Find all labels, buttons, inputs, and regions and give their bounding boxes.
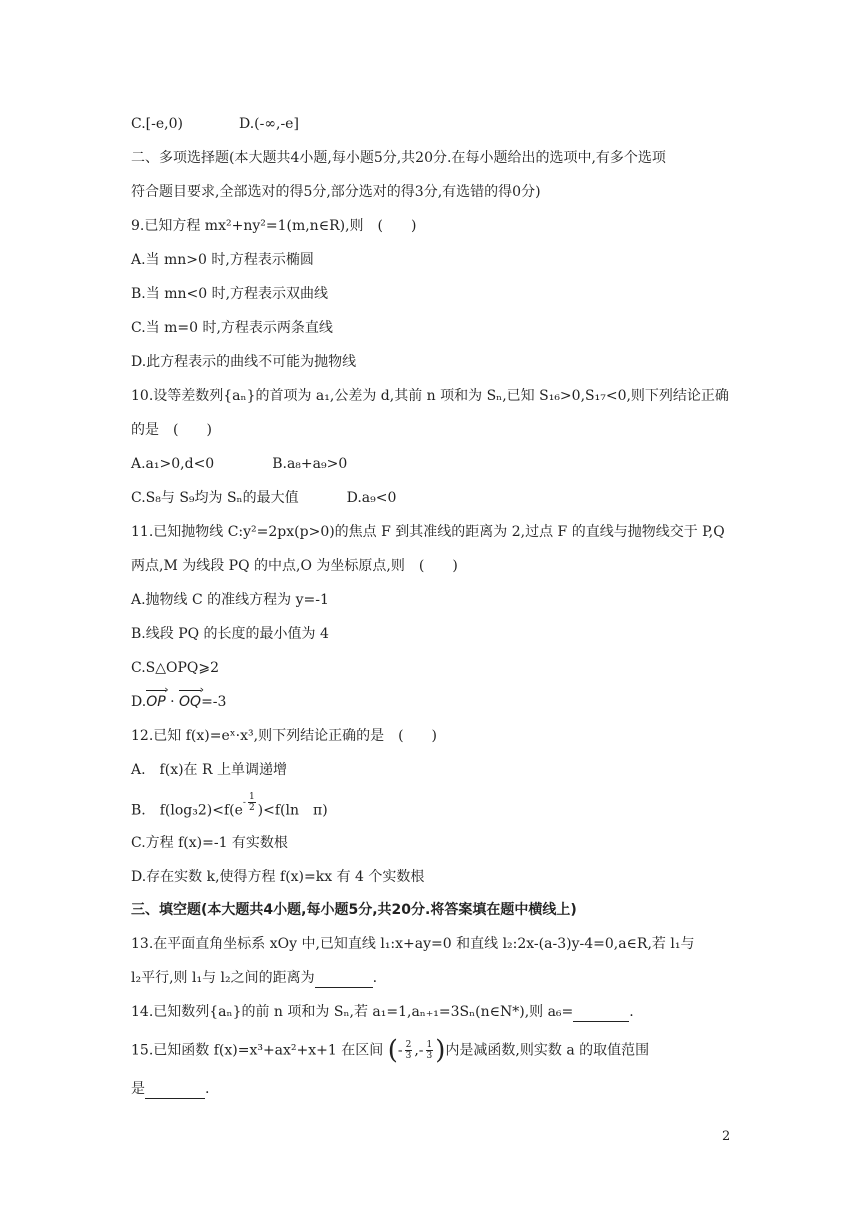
q9-stem: 9.已知方程 mx²+ny²=1(m,n∈R),则 ( ) (131, 218, 417, 234)
q10-options-cd (131, 489, 396, 507)
q9-option-a: A.当 mn>0 时,方程表示椭圆 (131, 252, 314, 268)
q11-stem-line1: 11.已知抛物线 C:y²=2px(p>0)的焦点 F 到其准线的距离为 2,过点 F 的直线与抛物线交于 P,Q (131, 524, 725, 540)
exponent-numerator: 1 (248, 792, 255, 802)
q11-option-d-tail: =-3 (201, 694, 227, 710)
page-number: 2 (722, 1129, 731, 1144)
q11-option-a: A.抛物线 C 的准线方程为 y=-1 (131, 592, 329, 608)
right-paren: ) (435, 1035, 446, 1066)
q11-option-d-label: D. (131, 694, 147, 710)
minus-sign: - (397, 1042, 403, 1059)
q13-line2-end: . (372, 970, 378, 986)
q14-text: 14.已知数列{aₙ}的前 n 项和为 Sₙ,若 a₁=1,aₙ₊₁=3Sₙ(n∈N*),则 a₆= (131, 1004, 574, 1020)
q15-line2-text: 是 (131, 1081, 145, 1097)
q12-option-b-post: )<f(ln π) (257, 802, 328, 819)
answer-blank[interactable] (145, 1080, 205, 1099)
answer-blank[interactable] (315, 969, 373, 988)
q15-pre: 15.已知函数 f(x)=x³+ax²+x+1 在区间 (131, 1042, 384, 1059)
q11-option-d (131, 693, 226, 711)
fraction-2-numerator: 1 (426, 1040, 433, 1050)
exponent-denominator: 2 (248, 803, 255, 813)
exponent-sign: - (242, 798, 246, 808)
q12-option-d: D.存在实数 k,使得方程 f(x)=kx 有 4 个实数根 (131, 869, 425, 885)
q10-stem-line1: 10.设等差数列{aₙ}的首项为 a₁,公差为 d,其前 n 项和为 Sₙ,已知 S₁₆>0,S₁₇<0,则下列结论正确 (131, 388, 729, 404)
q12-option-b-pre: B. f(log₃2)<f(e (131, 802, 243, 819)
exponent-fraction (248, 792, 256, 813)
q14-line (131, 1003, 634, 1022)
q13-line2 (131, 969, 377, 988)
q10-options-ab (131, 455, 347, 473)
section3-heading: 三、填空题(本大题共4小题,每小题5分,共20分.将答案填在题中横线上) (131, 902, 577, 918)
q11-stem-line2: 两点,M 为线段 PQ 的中点,O 为坐标原点,则 ( ) (131, 558, 458, 574)
q9-option-d: D.此方程表示的曲线不可能为抛物线 (131, 354, 357, 370)
q14-end: . (629, 1004, 634, 1020)
q15-post: 内是减函数,则实数 a 的取值范围 (445, 1042, 650, 1059)
q10-option-b: B.a₈+a₉>0 (272, 456, 348, 472)
fraction-1-numerator: 2 (405, 1040, 412, 1050)
q13-line1: 13.在平面直角坐标系 xOy 中,已知直线 l₁:x+ay=0 和直线 l₂:2x-(a-3)y-4=0,a∈R,若 l₁与 (131, 936, 695, 952)
q12-option-a: A. f(x)在 R 上单调递增 (131, 762, 288, 778)
minus-sign: - (418, 1042, 424, 1059)
q9-option-c: C.当 m=0 时,方程表示两条直线 (131, 320, 333, 336)
q15-line1: 15.已知函数 f(x)=x³+ax²+x+1 在区间 (- $\frac{2}{3}$ ,- $\frac{1}{3}$ )内是减函数,则实数 a 的取值范围 (131, 1035, 650, 1066)
q12-option-c: C.方程 f(x)=-1 有实数根 (131, 835, 288, 851)
section2-heading-line2: 符合题目要求,全部选对的得5分,部分选对的得3分,有选错的得0分) (131, 184, 541, 200)
fraction-1-denominator: 3 (405, 1051, 412, 1061)
q11-option-b: B.线段 PQ 的长度的最小值为 4 (131, 626, 329, 642)
q9-option-b: B.当 mn<0 时,方程表示双曲线 (131, 286, 329, 302)
left-paren: ( (387, 1035, 398, 1066)
q10-stem-line2: 的是 ( ) (131, 422, 212, 438)
dot-product-symbol: · (170, 694, 175, 710)
q11-option-c: C.S△OPQ⩾2 (131, 660, 220, 676)
q12-stem: 12.已知 f(x)=eˣ·x³,则下列结论正确的是 ( ) (131, 728, 437, 744)
q10-option-d: D.a₉<0 (346, 490, 397, 506)
answer-blank[interactable] (573, 1003, 629, 1022)
q13-line2-text: l₂平行,则 l₁与 l₂之间的距离为 (131, 970, 315, 986)
q8-option-c: C.[-e,0) (131, 116, 183, 132)
fraction-1 (405, 1040, 413, 1061)
q15-line2 (131, 1080, 209, 1099)
q12-option-b (131, 792, 328, 820)
fraction-2 (426, 1040, 434, 1061)
q8-option-d: D.(-∞,-e] (238, 116, 299, 132)
fraction-2-denominator: 3 (426, 1051, 433, 1061)
section2-heading-line1: 二、多项选择题(本大题共4小题,每小题5分,共20分.在每小题给出的选项中,有多个选项 (131, 150, 666, 166)
q10-option-a: A.a₁>0,d<0 (131, 456, 215, 472)
vector-oq: OQ › (179, 693, 201, 711)
vector-op: OP › (146, 693, 165, 711)
q15-line2-end: . (205, 1081, 210, 1097)
q8-options-row (131, 115, 299, 133)
q10-option-c: C.S₈与 S₉均为 Sₙ的最大值 (131, 490, 299, 506)
